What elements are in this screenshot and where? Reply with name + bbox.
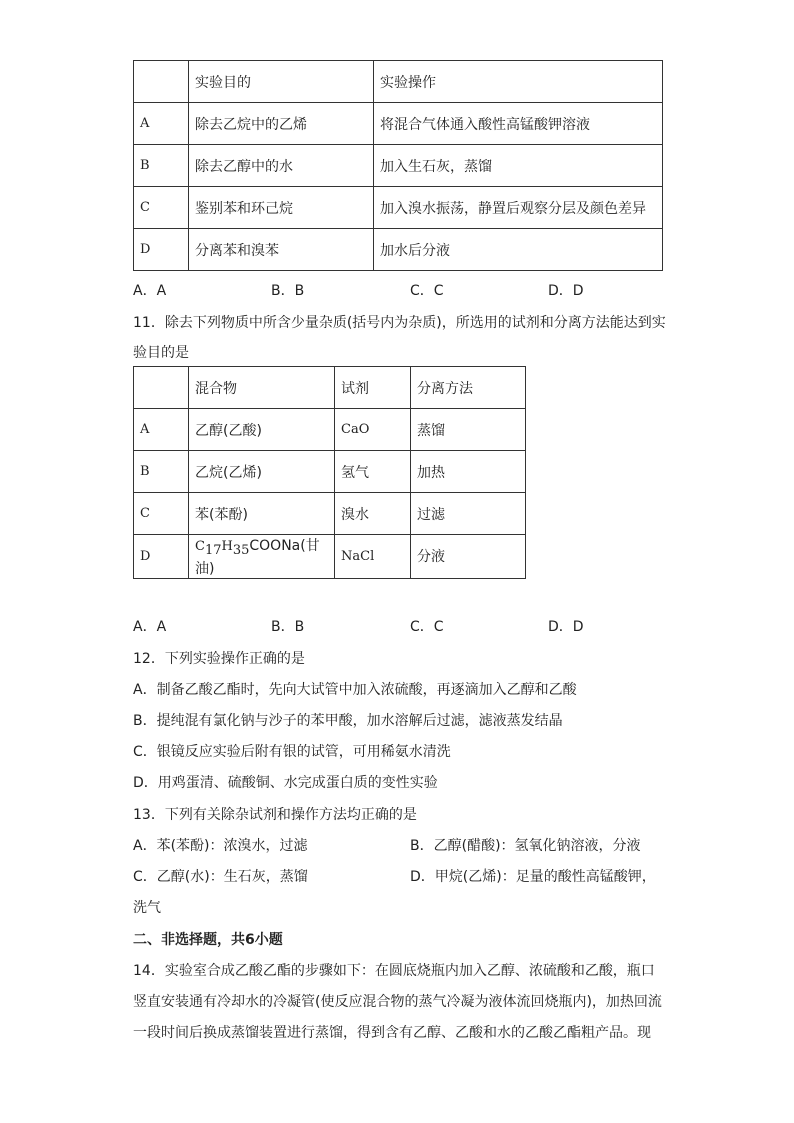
section-heading: 二、非选择题，共6小题 (133, 932, 283, 948)
table-cell: C (134, 493, 189, 535)
q13-option-b: B．乙醇(醋酸)：氢氧化钠溶液，分液 (410, 838, 641, 854)
table-cell: D (134, 535, 189, 579)
q13-option-d: D．甲烷(乙烯)：足量的酸性高锰酸钾， (410, 869, 656, 885)
table-cell: 苯(苯酚) (189, 493, 335, 535)
table-cell: 加入溴水振荡，静置后观察分层及颜色差异 (374, 187, 663, 229)
table-cell: A (134, 103, 189, 145)
formula-sub-35: 35 (232, 542, 250, 558)
q10-option-c: C．C (410, 283, 444, 299)
table-row (134, 229, 663, 271)
q10-option-d: D．D (548, 283, 584, 299)
table-row (134, 103, 663, 145)
table-cell: 实验操作 (374, 61, 663, 103)
table-cell: 分离苯和溴苯 (189, 229, 374, 271)
q11-stem-line1: 11．除去下列物质中所含少量杂质(括号内为杂质)，所选用的试剂和分离方法能达到实 (133, 315, 666, 331)
q11-stem-line2: 验目的是 (133, 345, 189, 361)
q14-line1: 14．实验室合成乙酸乙酯的步骤如下：在圆底烧瓶内加入乙醇、浓硫酸和乙酸，瓶口 (133, 963, 655, 979)
table-row (134, 187, 663, 229)
table-cell: 除去乙烷中的乙烯 (189, 103, 374, 145)
table-cell: B (134, 451, 189, 493)
table-cell: 加入生石灰，蒸馏 (374, 145, 663, 187)
table-cell: 试剂 (335, 367, 411, 409)
table-cell: 分液 (411, 535, 526, 579)
table-row (134, 535, 526, 579)
table-row (134, 145, 663, 187)
formula-rest: COONa(甘油) (195, 538, 320, 577)
table-cell: 加热 (411, 451, 526, 493)
formula-c: C (195, 539, 205, 554)
table-cell: 除去乙醇中的水 (189, 145, 374, 187)
table-cell (134, 367, 189, 409)
table-row (134, 493, 526, 535)
q13-stem: 13．下列有关除杂试剂和操作方法均正确的是 (133, 807, 417, 823)
table-cell: 将混合气体通入酸性高锰酸钾溶液 (374, 103, 663, 145)
table-cell: 氢气 (335, 451, 411, 493)
table-row (134, 409, 526, 451)
q11-option-d: D．D (548, 619, 584, 635)
table-cell: 蒸馏 (411, 409, 526, 451)
q11-option-a: A．A (133, 619, 167, 635)
table-cell: 乙醇(乙酸) (189, 409, 335, 451)
table-cell: CaO (335, 409, 411, 451)
table-cell (134, 61, 189, 103)
table-cell: 过滤 (411, 493, 526, 535)
table-cell: NaCl (335, 535, 411, 579)
q13-option-c: C．乙醇(水)：生石灰，蒸馏 (133, 869, 308, 885)
table-cell: D (134, 229, 189, 271)
table-cell-formula (189, 535, 335, 579)
table-cell: 实验目的 (189, 61, 374, 103)
table-cell: 乙烷(乙烯) (189, 451, 335, 493)
q14-line3: 一段时间后换成蒸馏装置进行蒸馏，得到含有乙醇、乙酸和水的乙酸乙酯粗产品。现 (133, 1025, 651, 1041)
table-cell: 混合物 (189, 367, 335, 409)
table-cell: 鉴别苯和环己烷 (189, 187, 374, 229)
q10-option-b: B．B (271, 283, 305, 299)
q11-option-c: C．C (410, 619, 444, 635)
table-cell: B (134, 145, 189, 187)
experiment-table (133, 60, 663, 271)
q12-option-d: D．用鸡蛋清、硫酸铜、水完成蛋白质的变性实验 (133, 775, 438, 791)
q10-option-a: A．A (133, 283, 167, 299)
q12-option-a: A．制备乙酸乙酯时，先向大试管中加入浓硫酸，再逐滴加入乙醇和乙酸 (133, 682, 577, 698)
table-cell: A (134, 409, 189, 451)
q12-stem: 12．下列实验操作正确的是 (133, 651, 305, 667)
table-row (134, 451, 526, 493)
table-header-row (134, 61, 663, 103)
formula-sub-17: 17 (204, 542, 222, 558)
q11-option-b: B．B (271, 619, 305, 635)
table-cell: 分离方法 (411, 367, 526, 409)
table-cell: 加水后分液 (374, 229, 663, 271)
table-header-row (134, 367, 526, 409)
q12-option-b: B．提纯混有氯化钠与沙子的苯甲酸，加水溶解后过滤，滤液蒸发结晶 (133, 713, 563, 729)
table-cell: 溴水 (335, 493, 411, 535)
impurity-table (133, 366, 526, 579)
q12-option-c: C．银镜反应实验后附有银的试管，可用稀氨水清洗 (133, 744, 451, 760)
q14-line2: 竖直安装通有冷却水的冷凝管(使反应混合物的蒸气冷凝为液体流回烧瓶内)，加热回流 (133, 994, 662, 1010)
table-cell: C (134, 187, 189, 229)
formula-h: H (221, 539, 233, 554)
q13-option-d-continuation: 洗气 (133, 900, 161, 916)
q13-option-a: A．苯(苯酚)：浓溴水，过滤 (133, 838, 308, 854)
